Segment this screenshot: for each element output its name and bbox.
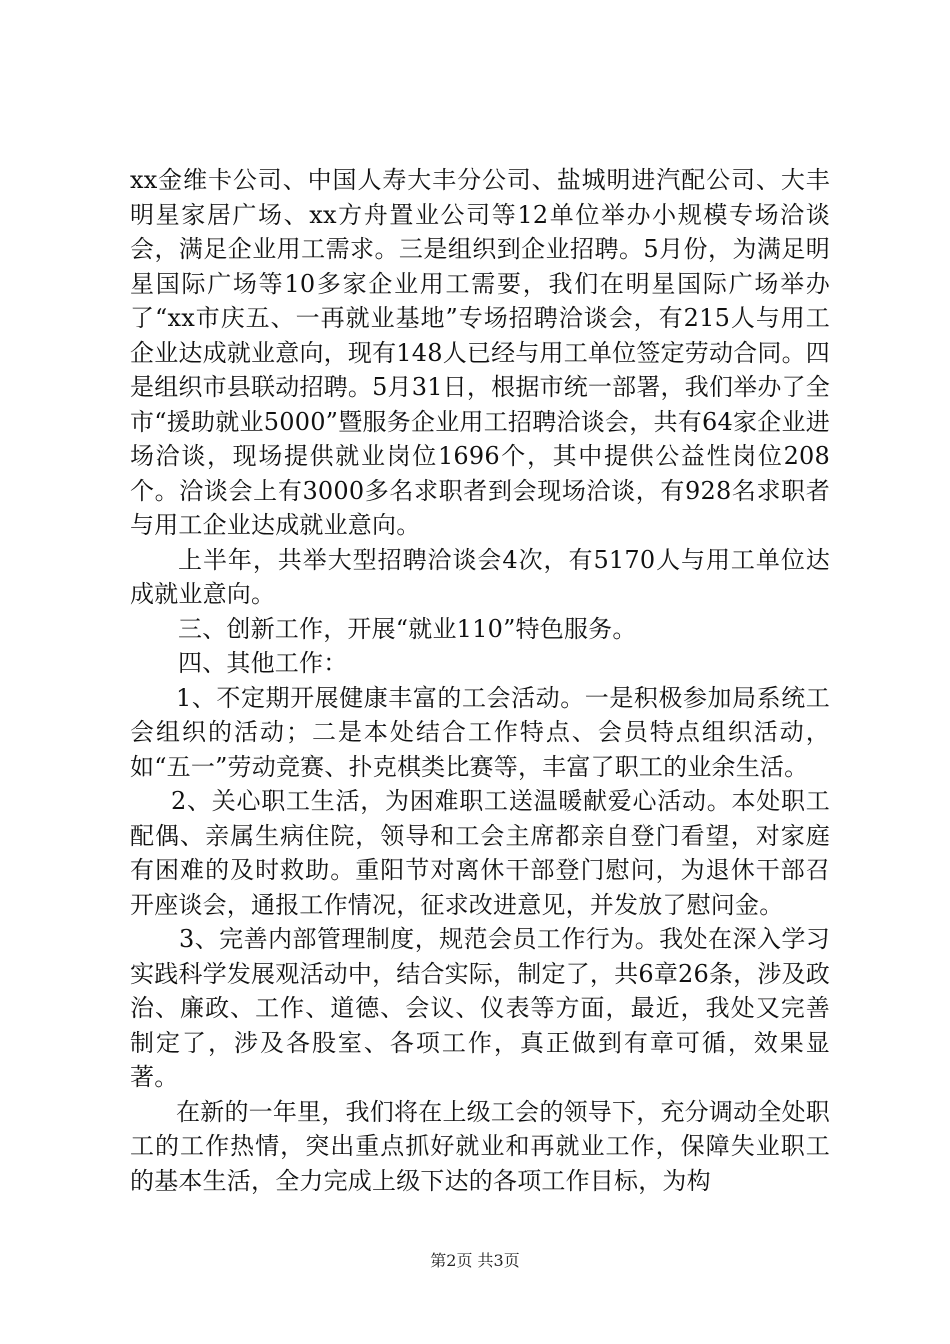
paragraph-item-two: 2、关心职工生活，为困难职工送温暖献爱心活动。本处职工配偶、亲属生病住院，领导和工会主席都亲自登门看望，对家庭有困难的及时救助。重阳节对离休干部登门慰问，为退休干部召开座谈会，通报工作情况，征求改进意见，并发放了慰问金。 <box>130 787 830 919</box>
page-number-footer: 第2页 共3页 <box>430 1251 520 1270</box>
paragraph-half-year-summary: 上半年，共举大型招聘洽谈会4次，有5170人与用工单位达成就业意向。 <box>130 545 830 608</box>
paragraph-item-one: 1、不定期开展健康丰富的工会活动。一是积极参加局系统工会组织的活动；二是本处结合工作特点、会员特点组织活动，如“五一”劳动竞赛、扑克棋类比赛等，丰富了职工的业余生活。 <box>130 683 830 781</box>
paragraph-new-year-outlook: 在新的一年里，我们将在上级工会的领导下，充分调动全处职工的工作热情，突出重点抓好就业和再就业工作，保障失业职工的基本生活，全力完成上级下达的各项工作目标，为构 <box>130 1097 830 1195</box>
paragraph-section-three: 三、创新工作，开展“就业110”特色服务。 <box>178 614 637 643</box>
document-body <box>130 163 830 1198</box>
paragraph-recruitment-details: xx金维卡公司、中国人寿大丰分公司、盐城明进汽配公司、大丰明星家居广场、xx方舟置业公司等12单位举办小规模专场洽谈会，满足企业用工需求。三是组织到企业招聘。5月份，为满足明星国际广场等10多家企业用工需要，我们在明星国际广场举办了“xx市庆五、一再就业基地”专场招聘洽谈会，有215人与用工企业达成就业意向，现有148人已经与用工单位签定劳动合同。四是组织市县联动招聘。5月31日，根据市统一部署，我们举办了全市“援助就业5000”暨服务企业用工招聘洽谈会，共有64家企业进场洽谈，现场提供就业岗位1696个，其中提供公益性岗位208个。洽谈会上有3000多名求职者到会现场洽谈，有928名求职者与用工企业达成就业意向。 <box>130 166 830 539</box>
paragraph-section-four: 四、其他工作： <box>178 649 348 677</box>
paragraph-item-three: 3、完善内部管理制度，规范会员工作行为。我处在深入学习实践科学发展观活动中，结合实际，制定了，共6章26条，涉及政治、廉政、工作、道德、会议、仪表等方面，最近，我处又完善制定了，涉及各股室、各项工作，真正做到有章可循，效果显著。 <box>130 925 830 1091</box>
